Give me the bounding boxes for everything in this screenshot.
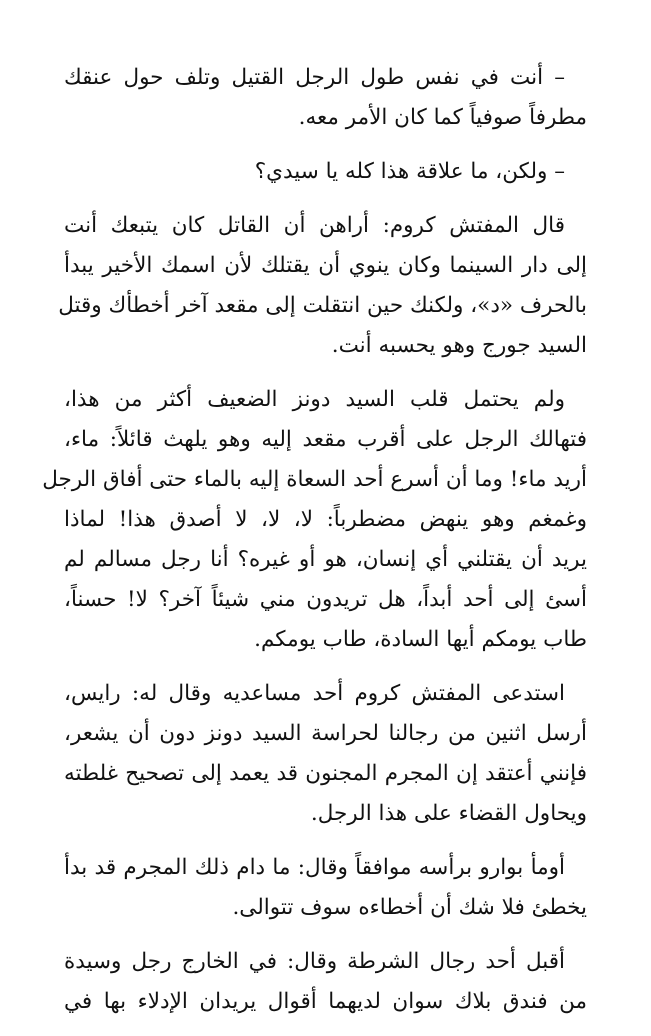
text-line: مطرفاً صوفياً كما كان الأمر معه. (298, 105, 587, 130)
paragraph-3 (58, 206, 587, 366)
text-line: يخطئ فلا شك أن أخطاءه سوف تتوالى. (232, 895, 587, 920)
text-line: فإنني أعتقد إن المجرم المجنون قد يعمد إلى تصحيح غلطته (64, 761, 587, 786)
text-line: إلى دار السينما وكان ينوي أن يقتلك لأن اسمك الأخير يبدأ (64, 253, 587, 278)
paragraph-2 (64, 152, 587, 192)
paragraph-1 (64, 58, 587, 138)
text-line: ويحاول القضاء على هذا الرجل. (310, 801, 587, 826)
text-line: يريد أن يقتلني أي إنسان، هو أو غيره؟ أنا رجل مسالم لم (64, 547, 587, 572)
paragraph-6 (64, 848, 587, 928)
book-page-text (42, 58, 587, 1036)
text-line: أقبل أحد رجال الشرطة وقال: في الخارج رجل وسيدة (64, 949, 565, 974)
text-line: – أنت في نفس طول الرجل القتيل وتلف حول عنقك (64, 65, 565, 90)
text-line: بالحرف «د»، ولكنك حين انتقلت إلى مقعد آخر أخطأك وقتل (58, 293, 587, 318)
text-line: ولم يحتمل قلب السيد دونز الضعيف أكثر من هذا، (64, 387, 565, 412)
paragraph-7 (64, 942, 587, 1022)
text-line: فتهالك الرجل على أقرب مقعد إليه وهو يلهث قائلاً: ماء، (64, 427, 587, 452)
text-line: – ولكن، ما علاقة هذا كله يا سيدي؟ (254, 159, 565, 184)
text-line: أرسل اثنين من رجالنا لحراسة السيد دونز دون أن يشعر، (64, 721, 587, 746)
text-line: السيد جورج وهو يحسبه أنت. (331, 333, 587, 358)
paragraph-4 (42, 380, 587, 660)
text-line: وغمغم وهو ينهض مضطرباً: لا، لا، لا أصدق هذا! لماذا (64, 507, 587, 532)
text-line: أومأ بوارو برأسه موافقاً وقال: ما دام ذلك المجرم قد بدأ (64, 855, 565, 880)
text-line: من فندق بلاك سوان لديهما أقوال يريدان الإدلاء بها في (64, 989, 587, 1014)
text-line: قال المفتش كروم: أراهن أن القاتل كان يتبعك أنت (64, 213, 565, 238)
text-line: طاب يومكم أيها السادة، طاب يومكم. (254, 627, 587, 652)
paragraph-5 (64, 674, 587, 834)
text-line: استدعى المفتش كروم أحد مساعديه وقال له: رايس، (64, 681, 565, 706)
text-line: أريد ماء! وما أن أسرع أحد السعاة إليه بالماء حتى أفاق الرجل (42, 467, 587, 492)
text-line: أسئ إلى أحد أبداً، هل تريدون مني شيئاً آخر؟ لا! حسناً، (64, 587, 587, 612)
